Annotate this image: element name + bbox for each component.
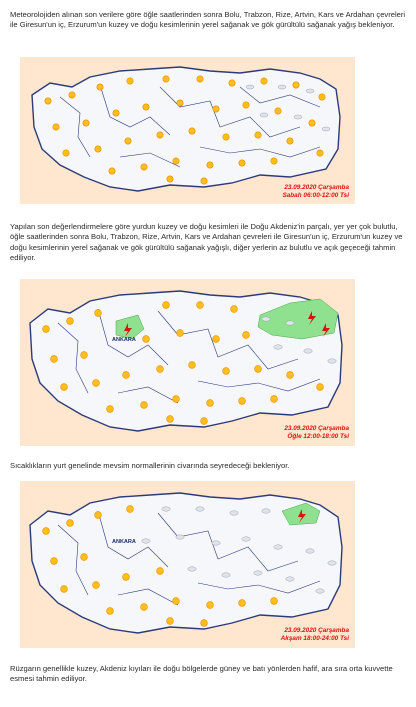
paragraph-temperature: Sıcaklıkların yurt genelinde mevsim normallerinin civarında seyredeceği bekleniyor. <box>10 461 290 470</box>
paragraph-noon: Yapılan son değerlendirmelere göre yurdun kuzey ve doğu kesimleri ile Doğu Akdeniz'in parçalı, yer yer çok bulutlu, öğle saatlerinden sonra Bolu, Trabzon, Rize, Artvin, Kars ve Ardahan çevreleri ile Giresun'un iç, Erzurum'un kuzey ve doğu kesimlerinin yerel sağanak ve gök gürültülü sağanak yağışlı, diğer yerlerin az bulutlu ve açık geçeceği tahmin ediliyor. <box>10 222 403 263</box>
map-date: 23.09.2020 Çarşamba <box>284 425 349 432</box>
weather-map-evening <box>20 481 355 648</box>
paragraph-wind: Rüzgarın genellikle kuzey, Akdeniz kıyıları ile doğu bölgelerde güney ve batı yönlerden hafif, ara sıra orta kuvvette esmesi tahmin ediliyor. <box>10 664 393 684</box>
capital-label: ANKARA <box>112 337 136 343</box>
weather-map-morning <box>20 57 355 204</box>
map-date: 23.09.2020 Çarşamba <box>284 184 349 191</box>
capital-label: ANKARA <box>112 539 136 545</box>
turkey-map-morning <box>20 57 355 204</box>
map-timestamp <box>281 627 349 643</box>
map-period: Akşam 18:00-24:00 Tsi <box>280 635 349 642</box>
paragraph-morning: Meteorolojiden alınan son verilere göre öğle saatlerinden sonra Bolu, Trabzon, Rize, Artvin, Kars ve Ardahan çevreleri ile Giresun'un iç, Erzurum'un kuzey ve doğu kesimlerinin yerel sağanak ve gök gürültülü sağanak yağış bekleniyor. <box>10 10 406 30</box>
map-period: Sabah 06:00-12:00 Tsi <box>282 192 349 199</box>
map-timestamp <box>284 425 349 441</box>
turkey-map-noon <box>20 279 355 446</box>
weather-map-noon <box>20 279 355 446</box>
turkey-map-evening <box>20 481 355 648</box>
map-timestamp <box>282 184 349 200</box>
map-period: Öğle 12:00-18:00 Tsi <box>287 433 349 440</box>
map-date: 23.09.2020 Çarşamba <box>284 627 349 634</box>
